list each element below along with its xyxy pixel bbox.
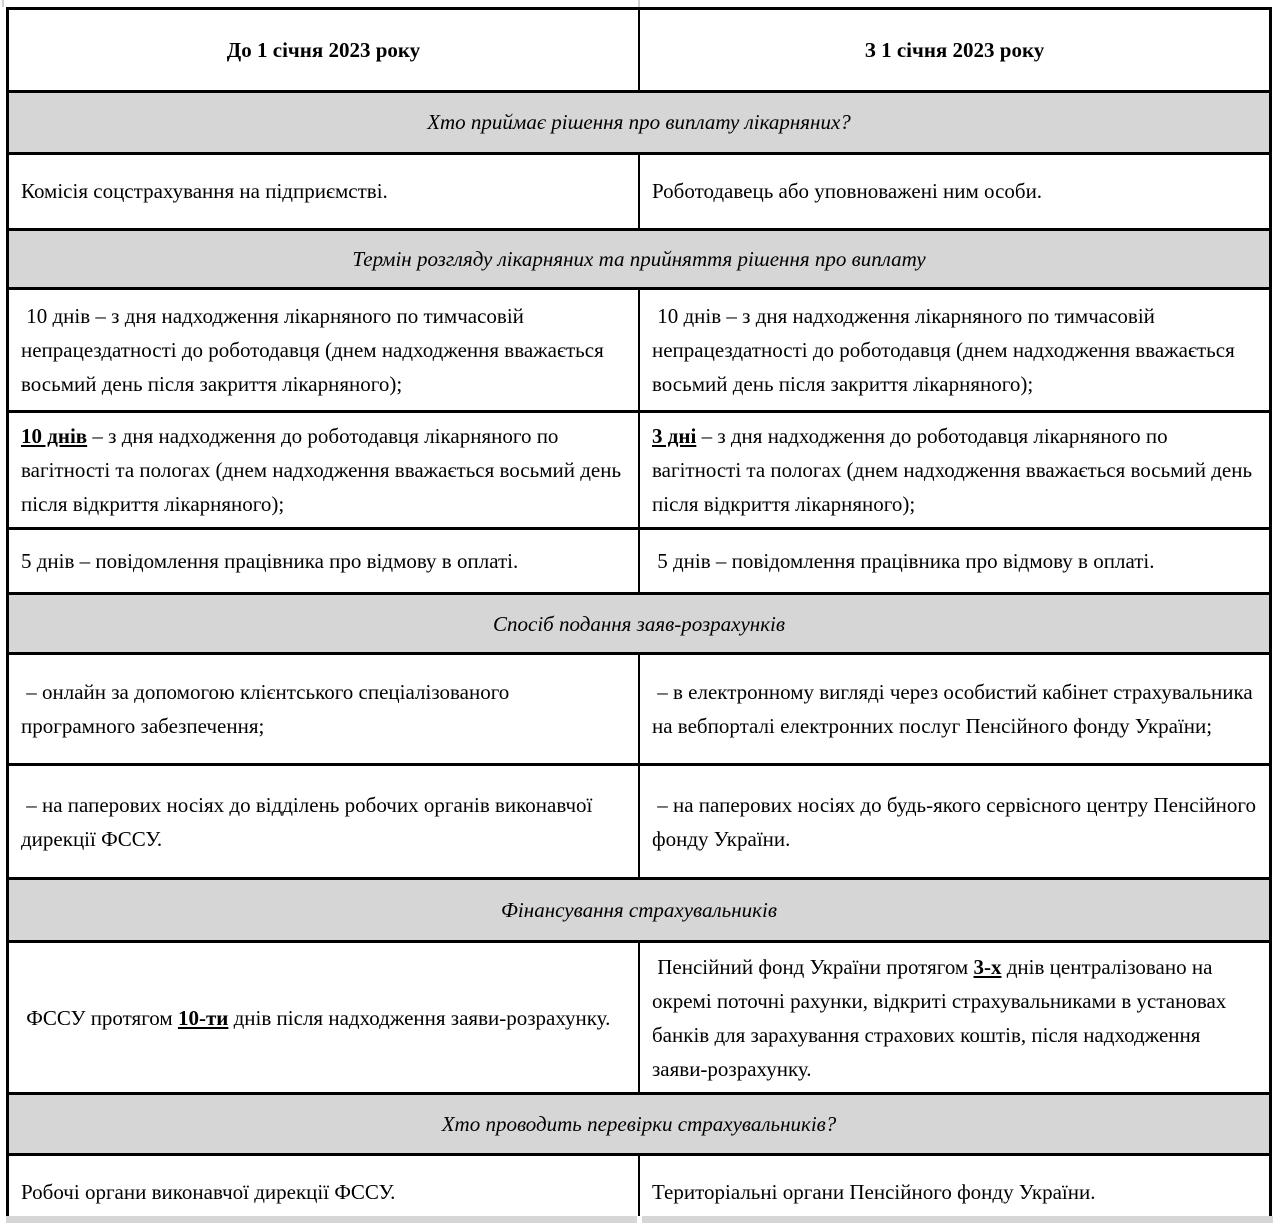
- section-title: Фінансування страхувальників: [501, 898, 777, 923]
- section-title: Термін розгляду лікарняних та прийняття рішення про виплату: [352, 246, 926, 271]
- bottom-edge-artifact-gap: [637, 1216, 642, 1223]
- body-cell: [8, 529, 640, 594]
- cell-text: До 1 січня 2023 року: [226, 37, 421, 62]
- cell-text: Комісія соцстрахування на підприємстві.: [21, 179, 388, 204]
- table-row: [8, 654, 1271, 765]
- body-cell: [639, 289, 1271, 412]
- cell-text: 10 днів – з дня надходження лікарняного по тимчасовій непрацездатності до роботодавця (днем надходження вважається восьмий день після закриття лікарняного);: [652, 303, 1240, 396]
- body-cell: [639, 1155, 1271, 1223]
- body-cell: [8, 154, 640, 230]
- section-header-row: [8, 594, 1271, 654]
- table-row: [8, 289, 1271, 412]
- table-row: [8, 529, 1271, 594]
- body-cell: [639, 765, 1271, 879]
- body-cell: [8, 412, 640, 529]
- cell-text: 10 днів: [21, 424, 88, 448]
- cell-text: Пенсійний фонд України протягом: [652, 954, 974, 979]
- cell-text: 5 днів – повідомлення працівника про відмову в оплаті.: [21, 549, 519, 574]
- body-cell: [8, 654, 640, 765]
- body-cell: [8, 942, 640, 1094]
- section-header-row: [8, 879, 1271, 942]
- section-title: Хто приймає рішення про виплату лікарняних?: [427, 110, 851, 135]
- cell-text: – на паперових носіях до відділень робочих органів виконавчої дирекції ФССУ.: [21, 792, 598, 851]
- section-title: Спосіб подання заяв-розрахунків: [493, 611, 785, 636]
- cell-text: – онлайн за допомогою клієнтського спеціалізованого програмного забезпечення;: [21, 680, 515, 739]
- column-header-cell: [639, 9, 1271, 92]
- section-title: Хто проводить перевірки страхувальників?: [441, 1112, 837, 1137]
- section-header-row: [8, 92, 1271, 154]
- cell-text: – на паперових носіях до будь-якого сервісного центру Пенсійного фонду України.: [652, 792, 1262, 851]
- bottom-edge-artifact: [6, 1216, 1273, 1223]
- section-header-cell: [8, 230, 1271, 289]
- top-edge-artifact: [2, 0, 4, 7]
- section-header-cell: [8, 594, 1271, 654]
- cell-text: 10-ти: [177, 1005, 229, 1030]
- section-header-row: [8, 1094, 1271, 1155]
- section-header-row: [8, 230, 1271, 289]
- body-cell: [639, 654, 1271, 765]
- cell-text: Роботодавець або уповноважені ним особи.: [652, 179, 1043, 204]
- section-header-cell: [8, 92, 1271, 154]
- body-cell: [639, 942, 1271, 1094]
- cell-text: Територіальні органи Пенсійного фонду України.: [652, 1180, 1096, 1205]
- cell-text: 3 дні: [652, 424, 697, 448]
- cell-text: 3-х: [973, 954, 1002, 979]
- section-header-cell: [8, 879, 1271, 942]
- column-header-cell: [8, 9, 640, 92]
- cell-text: З 1 січня 2023 року: [864, 37, 1045, 62]
- cell-text: ФССУ протягом: [21, 1005, 178, 1030]
- cell-text: днів після надходження заяви-розрахунку.: [228, 1005, 611, 1030]
- column-header-row: [8, 9, 1271, 92]
- table-row: [8, 154, 1271, 230]
- cell-text: – з дня надходження до роботодавця лікарняного по вагітності та пологах (днем надходження вважається восьмий день після відкриття лікарняного);: [21, 424, 627, 517]
- body-cell: [639, 412, 1271, 529]
- body-cell: [8, 289, 640, 412]
- comparison-table: [6, 7, 1272, 1223]
- table-row: [8, 1155, 1271, 1223]
- cell-text: днів централізовано на окремі поточні рахунки, відкриті страхувальниками в установах банків для зарахування страхових коштів, після надходження заяви-розрахунку.: [652, 954, 1232, 1081]
- cell-text: – з дня надходження до роботодавця лікарняного по вагітності та пологах (днем надходження вважається восьмий день після відкриття лікарняного);: [652, 424, 1258, 517]
- cell-text: – в електронному вигляді через особистий кабінет страхувальника на вебпорталі електронних послуг Пенсійного фонду України;: [652, 680, 1258, 739]
- cell-text: Робочі органи виконавчої дирекції ФССУ.: [21, 1180, 396, 1205]
- table-row: [8, 765, 1271, 879]
- body-cell: [8, 1155, 640, 1223]
- top-edge-artifact: [638, 0, 640, 7]
- cell-text: 5 днів – повідомлення працівника про відмову в оплаті.: [652, 549, 1155, 574]
- table-row: [8, 412, 1271, 529]
- body-cell: [639, 154, 1271, 230]
- body-cell: [8, 765, 640, 879]
- table-row: [8, 942, 1271, 1094]
- cell-text: 10 днів – з дня надходження лікарняного по тимчасовій непрацездатності до роботодавця (днем надходження вважається восьмий день після закриття лікарняного);: [21, 303, 609, 396]
- body-cell: [639, 529, 1271, 594]
- section-header-cell: [8, 1094, 1271, 1155]
